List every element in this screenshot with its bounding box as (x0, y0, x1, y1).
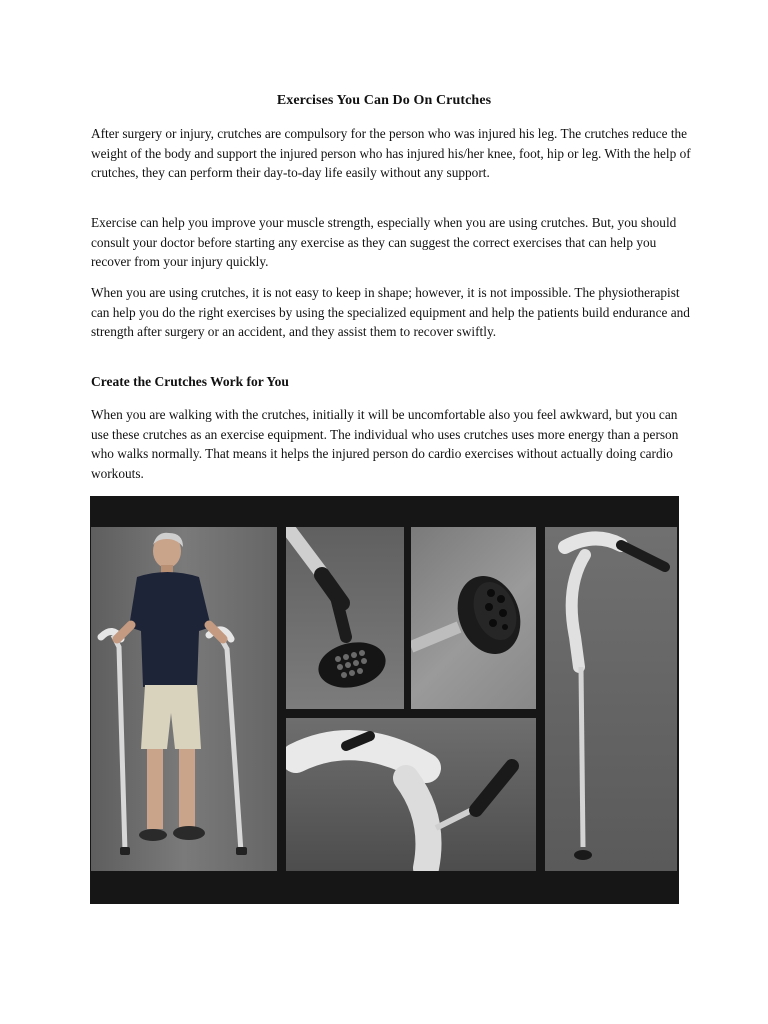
paragraph-intro: After surgery or injury, crutches are compulsory for the person who was injured his leg. The crutches reduce the weight of the body and support the injured person who has injured his/her knee, foot, hip or leg. With the help of crutches, they can perform their day-to-day life easily without any support. (91, 126, 691, 180)
section-heading: Create the Crutches Work for You (91, 374, 289, 389)
photo-crutch-handle (286, 718, 536, 871)
photo-crutch-tip (286, 527, 404, 709)
photo-man-with-crutches (91, 527, 277, 871)
paragraph-physiotherapist: When you are using crutches, it is not easy to keep in shape; however, it is not impossible. The physiotherapist can help you do the right exercises by using the specialized equipment and help the patients build endurance and strength after surgery or an accident, and they assist them to recover swiftly. (91, 285, 690, 339)
paragraph-exercise: Exercise can help you improve your muscle strength, especially when you are using crutches. But, you should consult your doctor before starting any exercise as they can suggest the correct exercises that can help you recover from your injury quickly. (91, 215, 677, 269)
photo-crutch-foot (411, 527, 536, 709)
paragraph-crutches-work: When you are walking with the crutches, initially it will be uncomfortable also you feel awkward, but you can use these crutches as an exercise equipment. The individual who uses crutches uses more energy than a person who walks normally. That means it helps the injured person do cardio exercises without actually doing cardio workouts. (91, 407, 679, 481)
document-title: Exercises You Can Do On Crutches (276, 93, 492, 108)
crutches-photo-collage (90, 496, 679, 904)
photo-full-crutch (545, 527, 677, 871)
